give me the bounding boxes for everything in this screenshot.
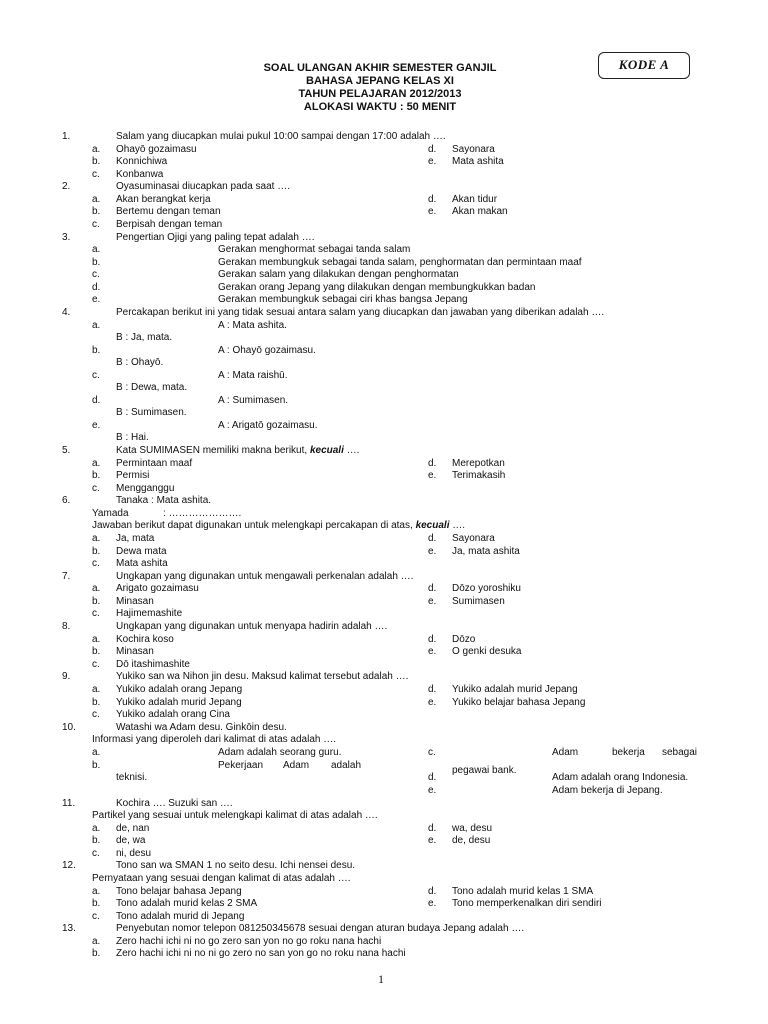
text-line: 5.: [62, 445, 71, 456]
text-line: Akan makan: [452, 206, 508, 217]
text-line: B : Dewa, mata.: [116, 382, 188, 393]
text-line: Dōzo: [452, 634, 476, 645]
text-line: Dōzo yoroshiku: [452, 583, 521, 594]
text-line: 3.: [62, 232, 71, 243]
text-line: b.: [92, 760, 101, 771]
text-line: e.: [428, 646, 437, 657]
text-line: e.: [428, 697, 437, 708]
text-line: Akan tidur: [452, 194, 498, 205]
text-line: Tono belajar bahasa Jepang: [116, 886, 242, 897]
text-line: Salam yang diucapkan mulai pukul 10:00 sampai dengan 17:00 adalah ….: [116, 131, 446, 142]
text-line: Yukiko san wa Nihon jin desu. Maksud kalimat tersebut adalah ….: [116, 671, 409, 682]
text-line: Adam adalah orang Indonesia.: [552, 772, 689, 783]
text-line: Pekerjaan: [218, 760, 264, 771]
emphasis-kecuali: kecuali: [415, 520, 450, 531]
text-line: c.: [428, 747, 436, 758]
text-line: Percakapan berikut ini yang tidak sesuai antara salam yang diucapkan dan jawaban yang diberikan adalah ….: [116, 307, 605, 318]
text-line: a.: [92, 886, 101, 897]
header-time: ALOKASI WAKTU : 50 MENIT: [303, 101, 457, 113]
header-subject: BAHASA JEPANG KELAS XI: [306, 75, 454, 87]
text-line: Yamada: [92, 508, 129, 519]
text-line: a.: [92, 583, 101, 594]
text-line: Permintaan maaf: [116, 458, 193, 469]
text-line: b.: [92, 470, 101, 481]
text-line: Ungkapan yang digunakan untuk menyapa hadirin adalah ….: [116, 621, 388, 632]
text-line: d.: [92, 395, 101, 406]
page-number: 1: [378, 972, 384, 986]
text-line: b.: [92, 898, 101, 909]
text-line: d.: [428, 194, 437, 205]
text-line: b.: [92, 156, 101, 167]
text-line: 4.: [62, 307, 71, 318]
text-line: A : Ohayō gozaimasu.: [218, 345, 316, 356]
text-line: Ungkapan yang digunakan untuk mengawali perkenalan adalah ….: [116, 571, 414, 582]
exam-header: [200, 62, 560, 114]
text-line: a.: [92, 823, 101, 834]
text-line: c.: [92, 608, 100, 619]
text-line: Partikel yang sesuai untuk melengkapi kalimat di atas adalah ….: [92, 810, 378, 821]
text-line: Watashi wa Adam desu. Ginkōin desu.: [116, 722, 287, 733]
text-line: Gerakan membungkuk sebagai ciri khas bangsa Jepang: [218, 294, 468, 305]
text-line: b.: [92, 257, 101, 268]
text-line: A : Mata ashita.: [218, 320, 287, 331]
text-line: wa, desu: [452, 823, 493, 834]
text-line: 11.: [62, 798, 76, 809]
text-line: c.: [92, 483, 100, 494]
text-line: ni, desu: [116, 848, 152, 859]
text-line: d.: [428, 684, 437, 695]
text-line: Ja, mata: [116, 533, 155, 544]
text-line: Permisi: [116, 470, 150, 481]
text-line: Yukiko adalah orang Cina: [116, 709, 230, 720]
text-line: B : Sumimasen.: [116, 407, 187, 418]
text-line: c.: [92, 169, 100, 180]
text-line: B : Ohayō.: [116, 357, 164, 368]
text-line: Dewa mata: [116, 546, 167, 557]
text-line: B : Ja, mata.: [116, 332, 173, 343]
text-line: Konnichiwa: [116, 156, 168, 167]
text-line: b.: [92, 596, 101, 607]
text-line: e.: [428, 470, 437, 481]
text-line: e.: [428, 206, 437, 217]
text-line: pegawai bank.: [452, 765, 517, 776]
text-line: d.: [428, 886, 437, 897]
text-line: adalah: [331, 760, 362, 771]
text-line: 7.: [62, 571, 71, 582]
text-line: b.: [92, 546, 101, 557]
text-line: Gerakan orang Jepang yang dilakukan dengan membungkukkan badan: [218, 282, 536, 293]
text-line: b.: [92, 206, 101, 217]
text-line: Tanaka : Mata ashita.: [116, 495, 212, 506]
text-line: d.: [428, 634, 437, 645]
text-line: Jawaban berikut dapat digunakan untuk melengkapi percakapan di atas, kecuali ….: [92, 520, 466, 531]
text-line: A : Sumimasen.: [218, 395, 289, 406]
text-line: a.: [92, 458, 101, 469]
text-line: Tono adalah murid kelas 1 SMA: [452, 886, 594, 897]
text-line: Arigato gozaimasu: [116, 583, 199, 594]
text-line: O genki desuka: [452, 646, 522, 657]
text-line: a.: [92, 144, 101, 155]
text-line: Gerakan menghormat sebagai tanda salam: [218, 244, 411, 255]
header-title: SOAL ULANGAN AKHIR SEMESTER GANJIL: [263, 62, 497, 74]
text-line: c.: [92, 709, 100, 720]
text-line: 8.: [62, 621, 71, 632]
text-line: Pengertian Ojigi yang paling tepat adalah ….: [116, 232, 315, 243]
text-line: d.: [428, 583, 437, 594]
text-line: d.: [92, 282, 101, 293]
text-line: Mata ashita: [116, 558, 168, 569]
header-year: TAHUN PELAJARAN 2012/2013: [298, 88, 462, 100]
text-line: d.: [428, 823, 437, 834]
text-line: Ja, mata ashita: [452, 546, 520, 557]
text-line: e.: [428, 898, 437, 909]
text-line: Dō itashimashite: [116, 659, 190, 670]
text-line: c.: [92, 558, 100, 569]
text-line: 10.: [62, 722, 76, 733]
text-line: de, nan: [116, 823, 150, 834]
text-line: a.: [92, 747, 101, 758]
text-line: Gerakan membungkuk sebagai tanda salam, penghormatan dan permintaan maaf: [218, 257, 582, 268]
text-line: Zero hachi ichi ni no go zero san yon no go roku nana hachi: [116, 936, 382, 947]
text-line: e.: [428, 156, 437, 167]
text-line: Yukiko belajar bahasa Jepang: [452, 697, 586, 708]
text-line: a.: [92, 194, 101, 205]
text-line: 12.: [62, 860, 76, 871]
text-line: e.: [428, 546, 437, 557]
text-line: : ………………….: [163, 508, 242, 519]
text-line: Sayonara: [452, 144, 495, 155]
text-line: Gerakan salam yang dilakukan dengan penghormatan: [218, 269, 459, 280]
text-line: Kochira …. Suzuki san ….: [116, 798, 233, 809]
text-line: e.: [428, 835, 437, 846]
text-line: Tono san wa SMAN 1 no seito desu. Ichi nensei desu.: [116, 860, 356, 871]
text-line: Sayonara: [452, 533, 495, 544]
text-line: teknisi.: [116, 772, 148, 783]
text-line: Tono memperkenalkan diri sendiri: [452, 898, 602, 909]
text-line: Minasan: [116, 646, 154, 657]
text-line: Tono adalah murid kelas 2 SMA: [116, 898, 258, 909]
text-line: 13.: [62, 923, 76, 934]
text-line: b.: [92, 948, 101, 959]
text-line: a.: [92, 320, 101, 331]
text-line: B : Hai.: [116, 432, 149, 443]
text-line: Terimakasih: [452, 470, 506, 481]
text-line: Hajimemashite: [116, 608, 183, 619]
text-line: Tono adalah murid di Jepang: [116, 911, 245, 922]
text-line: Pernyataan yang sesuai dengan kalimat di atas adalah ….: [92, 873, 351, 884]
text-line: Konbanwa: [116, 169, 164, 180]
text-line: Kata SUMIMASEN memiliki makna berikut, kecuali ….: [116, 445, 360, 456]
text-line: de, desu: [452, 835, 491, 846]
text-line: e.: [92, 294, 101, 305]
text-line: d.: [428, 772, 437, 783]
emphasis-kecuali: kecuali: [309, 445, 344, 456]
text-line: Adam: [283, 760, 310, 771]
text-line: A : Mata raishū.: [218, 370, 288, 381]
text-line: Informasi yang diperoleh dari kalimat di atas adalah ….: [92, 734, 337, 745]
text-line: b.: [92, 646, 101, 657]
text-line: Oyasuminasai diucapkan pada saat ….: [116, 181, 290, 192]
text-line: a.: [92, 936, 101, 947]
text-line: Sumimasen: [452, 596, 505, 607]
text-line: d.: [428, 533, 437, 544]
text-line: de, wa: [116, 835, 146, 846]
text-line: a.: [92, 244, 101, 255]
text-line: b.: [92, 345, 101, 356]
text-line: e.: [428, 596, 437, 607]
text-line: sebagai: [662, 747, 698, 758]
text-line: b.: [92, 697, 101, 708]
text-line: Mata ashita: [452, 156, 504, 167]
text-line: Yukiko adalah orang Jepang: [116, 684, 243, 695]
text-line: Yukiko adalah murid Jepang: [452, 684, 578, 695]
text-line: Kochira koso: [116, 634, 174, 645]
text-line: c.: [92, 911, 100, 922]
text-line: e.: [92, 420, 101, 431]
text-line: Mengganggu: [116, 483, 175, 494]
text-line: Berpisah dengan teman: [116, 219, 223, 230]
text-line: 2.: [62, 181, 71, 192]
text-line: e.: [428, 785, 437, 796]
text-line: a.: [92, 634, 101, 645]
text-line: Bertemu dengan teman: [116, 206, 221, 217]
text-line: Minasan: [116, 596, 154, 607]
text-line: b.: [92, 835, 101, 846]
text-line: a.: [92, 684, 101, 695]
text-line: c.: [92, 219, 100, 230]
text-line: Adam: [552, 747, 579, 758]
kode-badge: KODE A: [598, 52, 690, 79]
text-line: Merepotkan: [452, 458, 505, 469]
text-line: d.: [428, 144, 437, 155]
text-line: Adam bekerja di Jepang.: [552, 785, 663, 796]
text-line: a.: [92, 533, 101, 544]
text-line: Penyebutan nomor telepon 081250345678 sesuai dengan aturan budaya Jepang adalah ….: [116, 923, 525, 934]
text-line: Yukiko adalah murid Jepang: [116, 697, 242, 708]
text-line: Akan berangkat kerja: [116, 194, 211, 205]
text-line: Zero hachi ichi ni no ni go zero no san yon go no roku nana hachi: [116, 948, 406, 959]
text-line: c.: [92, 269, 100, 280]
text-line: 6.: [62, 495, 71, 506]
text-line: c.: [92, 848, 100, 859]
text-line: c.: [92, 370, 100, 381]
text-line: 1.: [62, 131, 71, 142]
text-line: d.: [428, 458, 437, 469]
text-line: c.: [92, 659, 100, 670]
text-line: A : Arigatō gozaimasu.: [218, 420, 318, 431]
text-line: Ohayō gozaimasu: [116, 144, 197, 155]
text-line: bekerja: [612, 747, 645, 758]
text-line: Adam adalah seorang guru.: [218, 747, 342, 758]
text-line: 9.: [62, 671, 71, 682]
